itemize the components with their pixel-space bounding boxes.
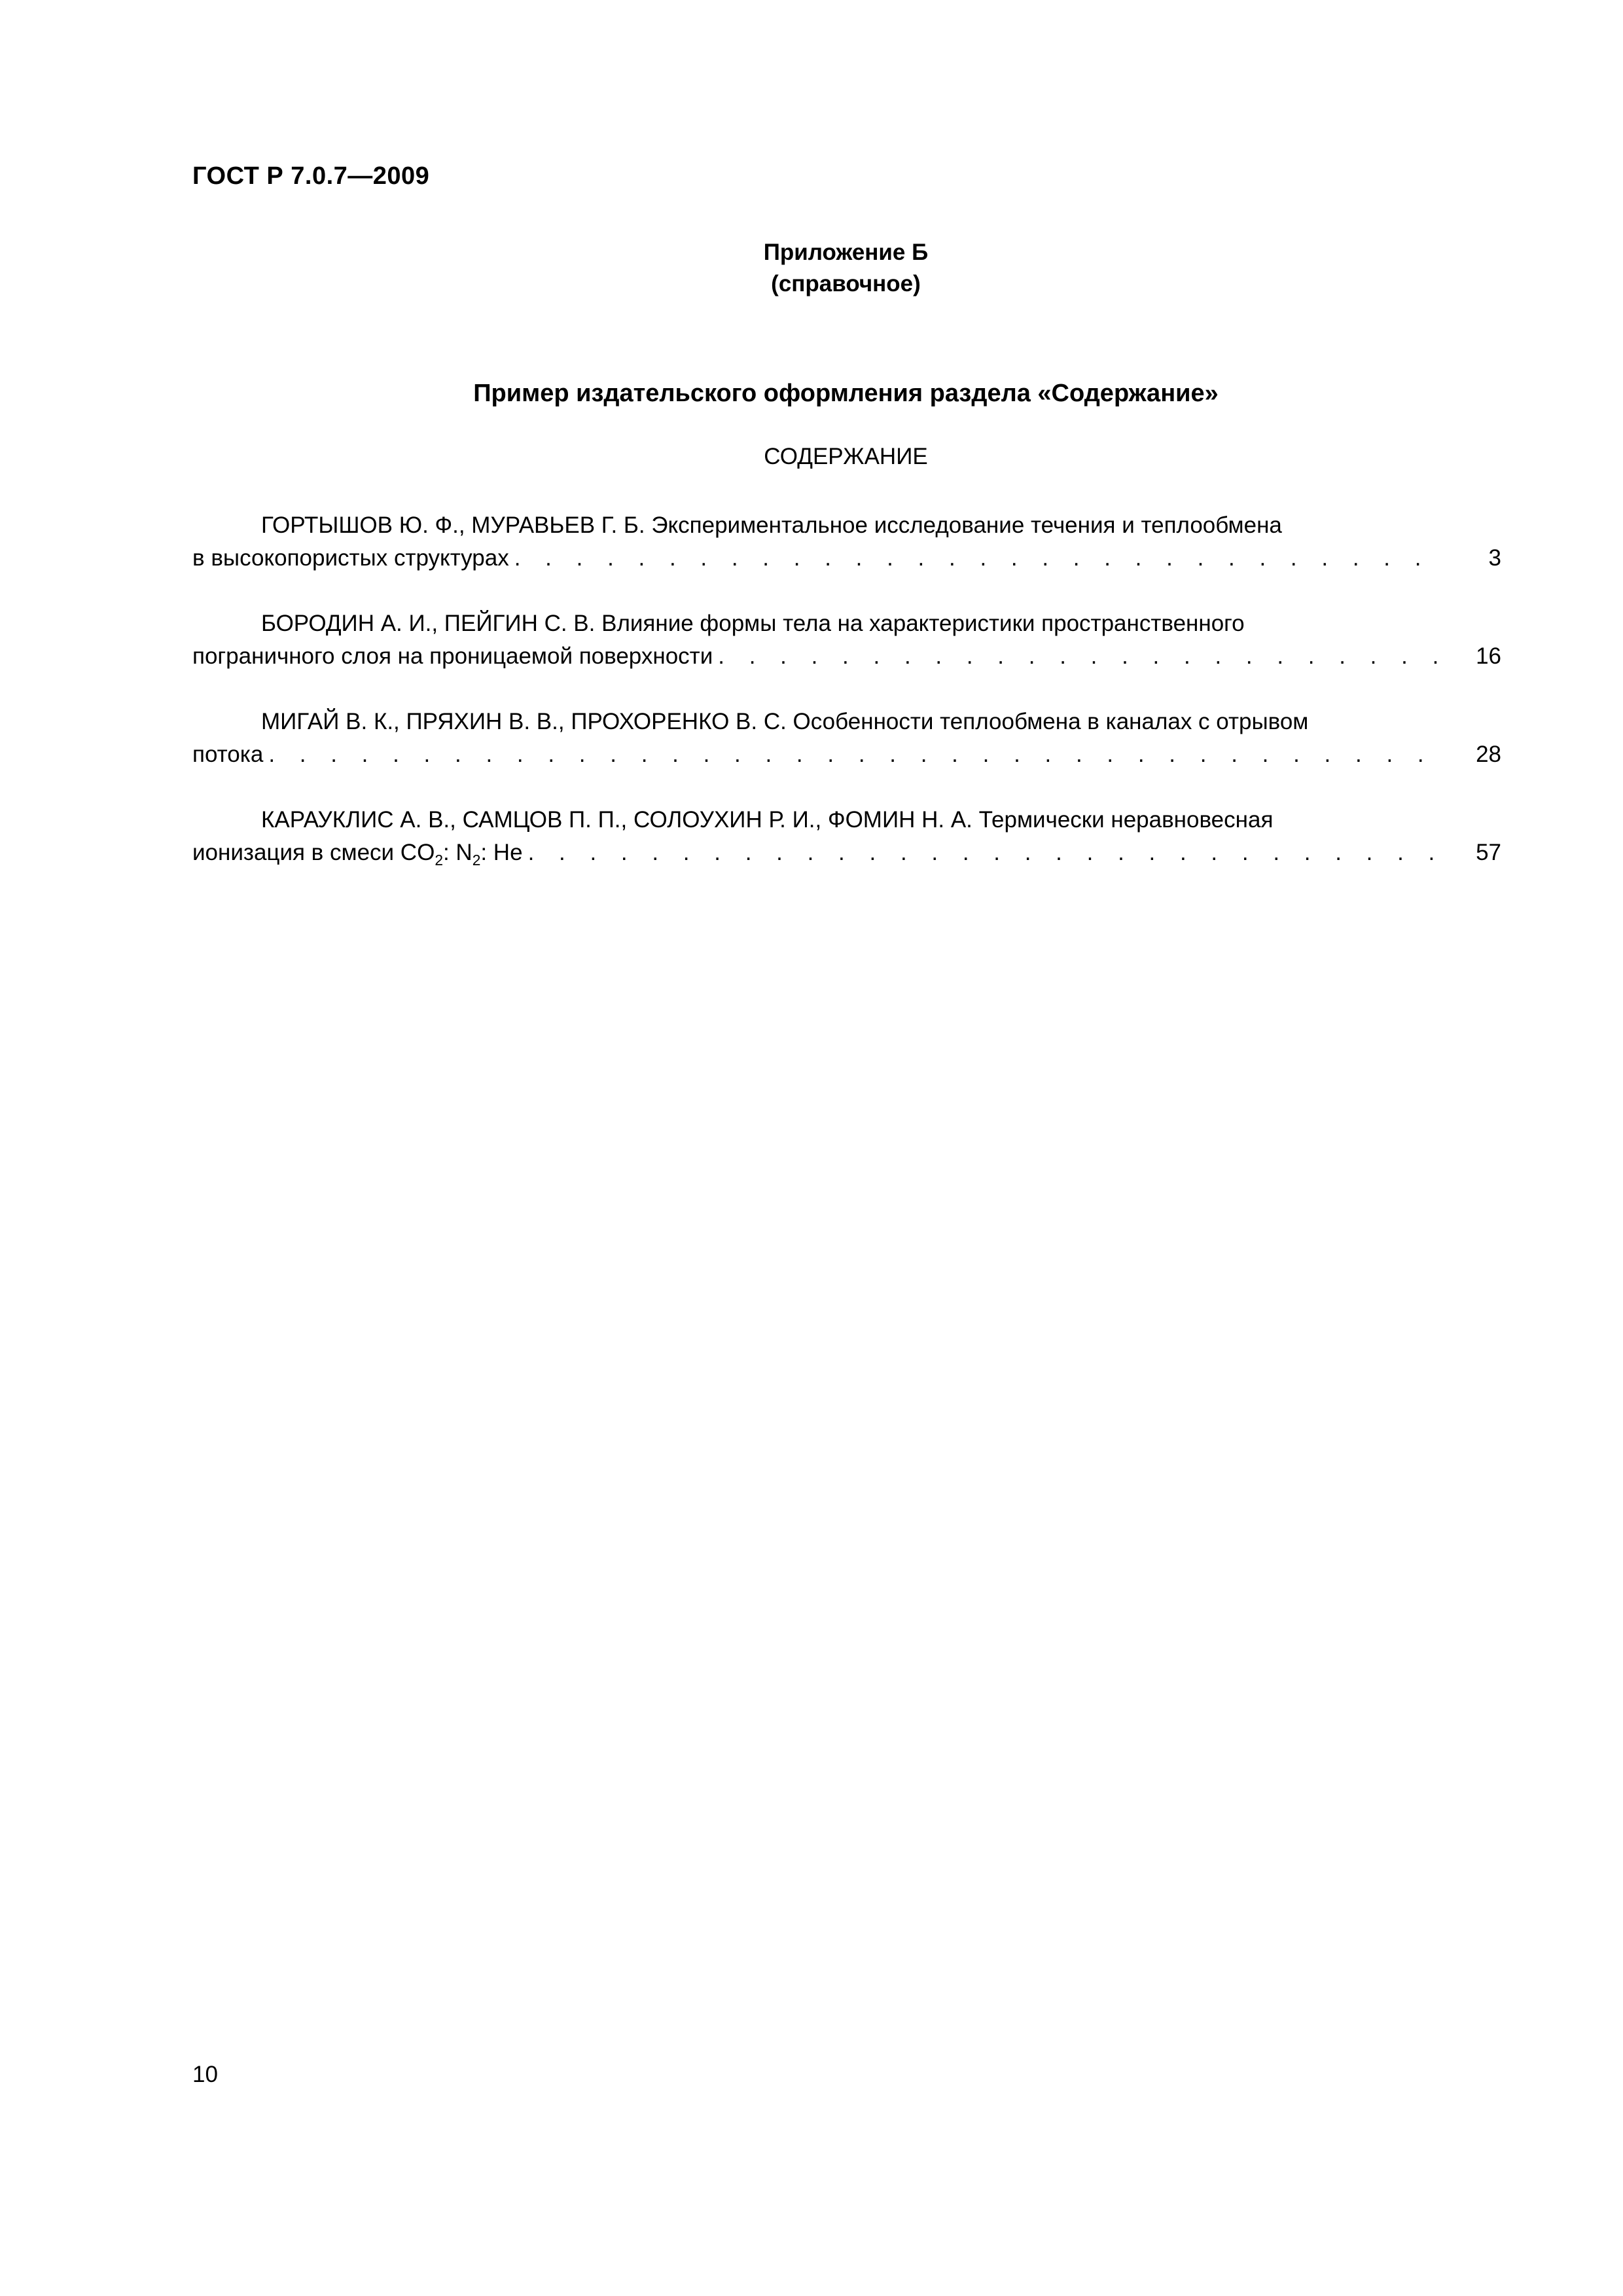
toc-entry-title-end: потока bbox=[192, 742, 264, 767]
toc-entry-last-line bbox=[192, 640, 1501, 673]
subscript: 2 bbox=[472, 852, 481, 869]
subscript: 2 bbox=[435, 852, 443, 869]
contents-heading: СОДЕРЖАНИЕ bbox=[764, 444, 928, 469]
toc-entry-authors-title: ГОРТЫШОВ Ю. Ф., МУРАВЬЕВ Г. Б. Экспериментальное исследование течения и теплообмена bbox=[261, 512, 1282, 538]
dot-leader bbox=[268, 738, 1444, 771]
toc-entry bbox=[192, 804, 1501, 869]
toc-entry-title-end: в высокопористых структурах bbox=[192, 545, 509, 571]
toc-entry-title-end bbox=[192, 836, 523, 869]
toc-text-prefix: ионизация в смеси CO bbox=[192, 840, 435, 865]
toc-entry bbox=[192, 706, 1501, 771]
toc-page-number: 57 bbox=[1476, 840, 1501, 865]
toc-entry-authors-title: КАРАУКЛИС А. В., САМЦОВ П. П., СОЛОУХИН Р. И., ФОМИН Н. А. Термически неравновесная bbox=[261, 807, 1274, 833]
dot-leader bbox=[514, 542, 1444, 575]
toc-text-middle: : N bbox=[442, 840, 473, 865]
toc-entry-authors-title: МИГАЙ В. К., ПРЯХИН В. В., ПРОХОРЕНКО В. С. Особенности теплообмена в каналах с отрывом bbox=[261, 709, 1309, 734]
toc-page-number: 3 bbox=[1488, 545, 1501, 571]
page-number: 10 bbox=[192, 2062, 218, 2087]
toc-entry bbox=[192, 607, 1501, 673]
appendix-heading bbox=[0, 237, 1623, 300]
toc-entry-last-line bbox=[192, 836, 1501, 869]
section-title: Пример издательского оформления раздела «Содержание» bbox=[473, 380, 1219, 407]
toc-entry-title-end: пограничного слоя на проницаемой поверхности bbox=[192, 643, 713, 669]
document-standard-number: ГОСТ Р 7.0.7—2009 bbox=[192, 162, 430, 190]
toc-text-suffix: : He bbox=[480, 840, 523, 865]
dot-leader bbox=[718, 640, 1444, 673]
dot-leader bbox=[528, 836, 1444, 869]
toc-entry-last-line bbox=[192, 738, 1501, 771]
appendix-title: Приложение Б bbox=[763, 240, 929, 265]
toc-page-number: 28 bbox=[1476, 742, 1501, 767]
toc-entry bbox=[192, 509, 1501, 575]
toc-page-number: 16 bbox=[1476, 643, 1501, 669]
toc-entry-last-line bbox=[192, 542, 1501, 575]
toc-entry-authors-title: БОРОДИН А. И., ПЕЙГИН С. В. Влияние формы тела на характеристики пространственного bbox=[261, 611, 1245, 636]
appendix-type: (справочное) bbox=[771, 271, 921, 296]
table-of-contents bbox=[192, 509, 1501, 902]
